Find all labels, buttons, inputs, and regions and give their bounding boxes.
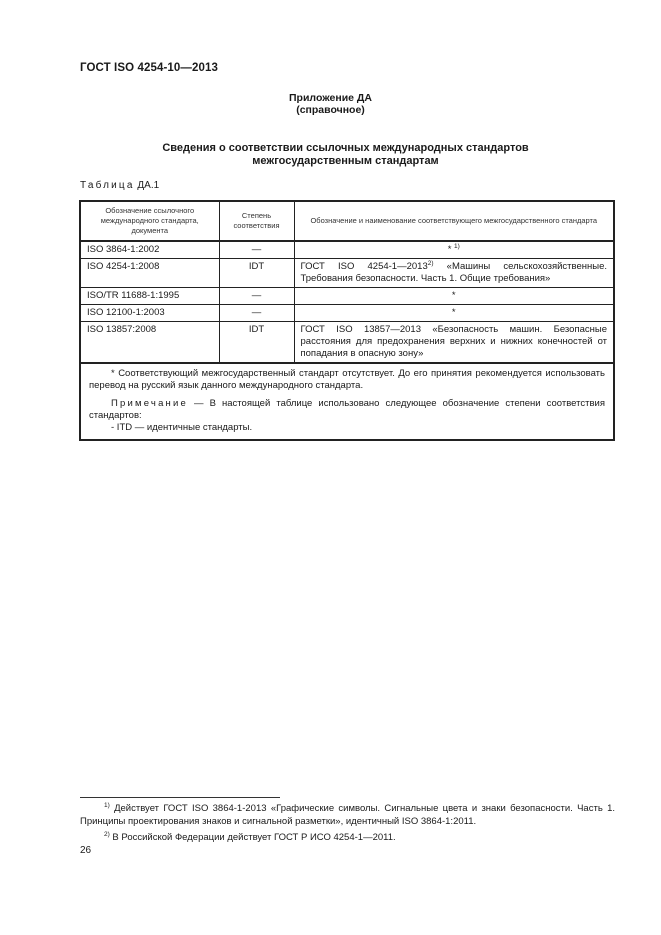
cell-standard: *	[294, 305, 614, 322]
standards-table	[79, 200, 615, 441]
table-row	[80, 259, 614, 288]
footnote-mark: 1)	[104, 802, 110, 809]
section-title-line1: Сведения о соответствии ссылочных международных стандартов	[162, 142, 529, 154]
footnote-item	[80, 802, 615, 828]
table-row	[80, 241, 614, 259]
cell-degree: —	[219, 288, 294, 305]
cell-standard	[294, 241, 614, 259]
cell-reference: ISO 3864-1:2002	[80, 241, 219, 259]
cell-degree: IDT	[219, 322, 294, 364]
footnote-ref: 2)	[427, 260, 434, 267]
table-caption-word: Таблица	[80, 180, 135, 191]
header-interstate-standard: Обозначение и наименование соответствующего межгосударственного стандарта	[294, 201, 614, 241]
table-caption-number: ДА.1	[137, 180, 160, 191]
page-number: 26	[80, 845, 92, 856]
footnote-mark: 2)	[104, 831, 110, 838]
table-row	[80, 322, 614, 364]
table-footer-row	[80, 363, 614, 440]
footnote-text: В Российской Федерации действует ГОСТ Р ИСО 4254-1—2011.	[109, 832, 396, 843]
cell-standard-title: «Машины сельскохозяйственные. Требования безопасности. Часть 1. Общие требования»	[300, 261, 607, 284]
cell-reference: ISO/TR 11688-1:1995	[80, 288, 219, 305]
footnote-separator	[80, 797, 280, 798]
cell-reference: ISO 13857:2008	[80, 322, 219, 364]
cell-degree: —	[219, 241, 294, 259]
cell-degree: —	[219, 305, 294, 322]
table-caption	[80, 180, 159, 191]
section-title	[0, 142, 661, 168]
cell-standard: ГОСТ ISO 13857—2013 «Безопасность машин. Безопасные расстояния для предохранения верхних и нижних конечностей от попадания в опасную зону»	[294, 322, 614, 364]
document-code: ГОСТ ISO 4254-10—2013	[80, 62, 218, 74]
footnote-item	[80, 831, 615, 844]
table-row	[80, 305, 614, 322]
table-note	[89, 398, 605, 422]
cell-reference: ISO 4254-1:2008	[80, 259, 219, 288]
itd-definition: - ITD — идентичные стандарты.	[111, 422, 253, 433]
cell-reference: ISO 12100-1:2003	[80, 305, 219, 322]
header-reference-standard: Обозначение ссылочного международного стандарта, документа	[80, 201, 219, 241]
appendix-subtitle: (справочное)	[296, 104, 365, 116]
cell-degree: IDT	[219, 259, 294, 288]
asterisk-note: * Соответствующий межгосударственный стандарт отсутствует. До его принятия рекомендуется использовать перевод на русский язык данного международного стандарта.	[89, 368, 605, 391]
cell-standard	[294, 259, 614, 288]
table-footer	[80, 363, 614, 440]
table-row	[80, 288, 614, 305]
section-title-line2: межгосударственным стандартам	[252, 155, 439, 167]
cell-standard-text: ГОСТ ISO 4254-1—2013	[300, 261, 428, 272]
appendix-heading	[0, 92, 661, 116]
note-label: Примечание	[111, 398, 188, 409]
header-degree: Степень соответствия	[219, 201, 294, 241]
appendix-title: Приложение ДА	[289, 92, 372, 104]
footnotes	[80, 802, 615, 847]
cell-standard: *	[294, 288, 614, 305]
note-text: — В настоящей таблице использовано следующее обозначение степени соответствия стандартов:	[89, 398, 605, 421]
table-header-row	[80, 201, 614, 241]
footnote-ref: 1)	[454, 243, 460, 250]
footnote-text: Действует ГОСТ ISO 3864-1-2013 «Графические символы. Сигнальные цвета и знаки безопасности. Часть 1. Принципы проектирования знаков и сигнальной разметки», идентичный ISO 3864-1:2011.	[80, 803, 615, 827]
cell-standard-text: *	[447, 244, 452, 255]
